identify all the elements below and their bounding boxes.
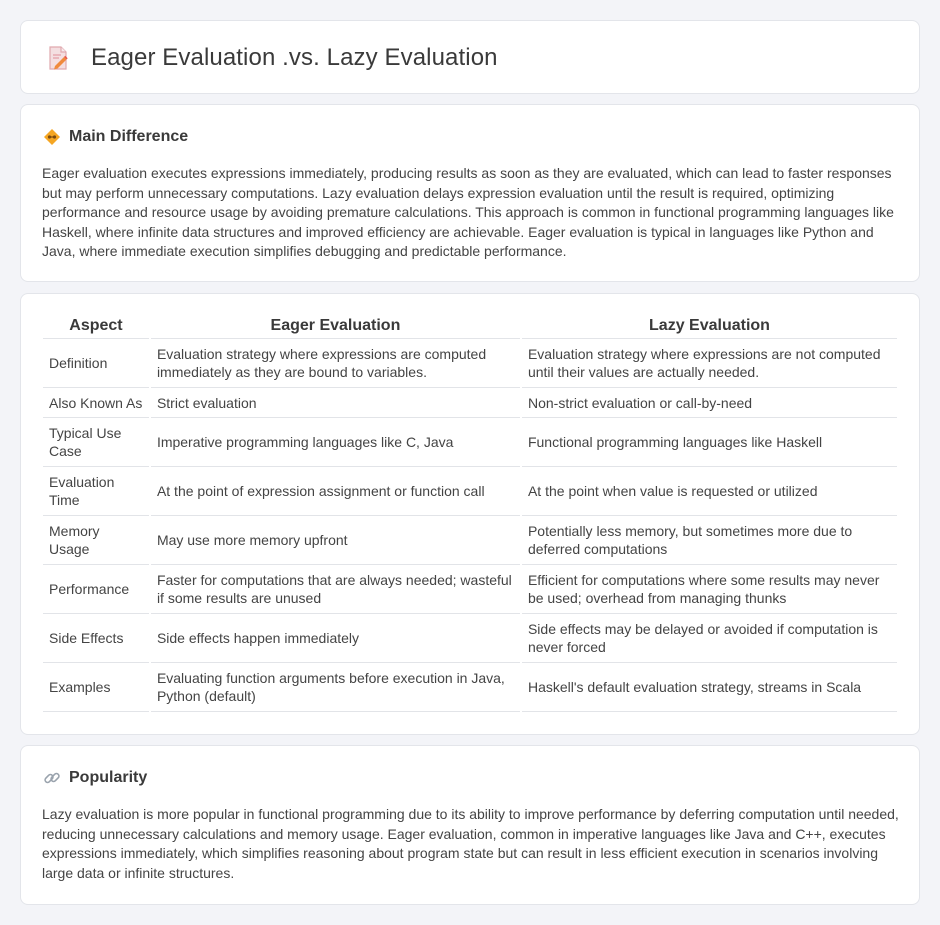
document-pencil-icon xyxy=(47,44,71,72)
table-row xyxy=(43,467,897,516)
main-difference-text: Eager evaluation executes expressions immediately, producing results as soon as they are evaluated, which can lead to faster responses but may perform unnecessary computations. Lazy evaluation delays expression evaluation until the result is required, optimizing performance and resource usage by avoiding premature calculations. This approach is common in functional programming languages like Haskell, where infinite data structures and improved efficiency are achievable. Eager evaluation is typical in languages like Python and Java, where immediate execution simplifies debugging and predictable performance. xyxy=(42,165,894,260)
cell-eager: Imperative programming languages like C, Java xyxy=(151,418,520,467)
cell-eager: Evaluation strategy where expressions are computed immediately as they are bound to variables. xyxy=(151,339,520,388)
main-difference-section xyxy=(20,104,920,282)
cell-eager: Evaluating function arguments before execution in Java, Python (default) xyxy=(151,663,520,712)
header-aspect: Aspect xyxy=(43,317,149,339)
table-row xyxy=(43,418,897,467)
diamond-sign-icon xyxy=(43,128,61,146)
header-lazy: Lazy Evaluation xyxy=(522,317,897,339)
cell-lazy: Evaluation strategy where expressions are not computed until their values are actually needed. xyxy=(522,339,897,388)
popularity-heading: Popularity xyxy=(69,769,148,786)
table-row xyxy=(43,388,897,418)
cell-lazy: Functional programming languages like Haskell xyxy=(522,418,897,467)
main-difference-heading: Main Difference xyxy=(69,128,189,145)
cell-lazy: Side effects may be delayed or avoided if computation is never forced xyxy=(522,614,897,663)
table-row xyxy=(43,614,897,663)
popularity-section xyxy=(20,745,920,905)
cell-aspect: Performance xyxy=(43,565,149,614)
cell-lazy: Non-strict evaluation or call-by-need xyxy=(522,388,897,418)
cell-aspect: Definition xyxy=(43,339,149,388)
header-eager: Eager Evaluation xyxy=(151,317,520,339)
cell-aspect: Evaluation Time xyxy=(43,467,149,516)
cell-eager: May use more memory upfront xyxy=(151,516,520,565)
link-icon xyxy=(43,769,61,787)
cell-aspect: Memory Usage xyxy=(43,516,149,565)
table-row xyxy=(43,565,897,614)
comparison-section xyxy=(20,293,920,735)
cell-lazy: Haskell's default evaluation strategy, streams in Scala xyxy=(522,663,897,712)
cell-eager: Side effects happen immediately xyxy=(151,614,520,663)
cell-aspect: Side Effects xyxy=(43,614,149,663)
comparison-table xyxy=(41,317,899,712)
cell-lazy: Efficient for computations where some results may never be used; overhead from managing thunks xyxy=(522,565,897,614)
cell-lazy: Potentially less memory, but sometimes more due to deferred computations xyxy=(522,516,897,565)
popularity-text: Lazy evaluation is more popular in functional programming due to its ability to improve performance by deferring computation until needed, reducing unnecessary calculations and memory usage. Eager evaluation, common in imperative languages like Java and C++, executes expressions immediately, which simplifies reasoning about program state but can result in less efficient execution in scenarios involving large data or infinite structures. xyxy=(42,806,899,881)
table-row xyxy=(43,339,897,388)
cell-eager: Strict evaluation xyxy=(151,388,520,418)
cell-lazy: At the point when value is requested or utilized xyxy=(522,467,897,516)
cell-aspect: Examples xyxy=(43,663,149,712)
cell-aspect: Also Known As xyxy=(43,388,149,418)
cell-aspect: Typical Use Case xyxy=(43,418,149,467)
title-card xyxy=(20,20,920,94)
table-row xyxy=(43,663,897,712)
cell-eager: Faster for computations that are always needed; wasteful if some results are unused xyxy=(151,565,520,614)
table-row xyxy=(43,516,897,565)
cell-eager: At the point of expression assignment or function call xyxy=(151,467,520,516)
table-header-row xyxy=(43,317,897,339)
page-title: Eager Evaluation .vs. Lazy Evaluation xyxy=(91,44,498,71)
